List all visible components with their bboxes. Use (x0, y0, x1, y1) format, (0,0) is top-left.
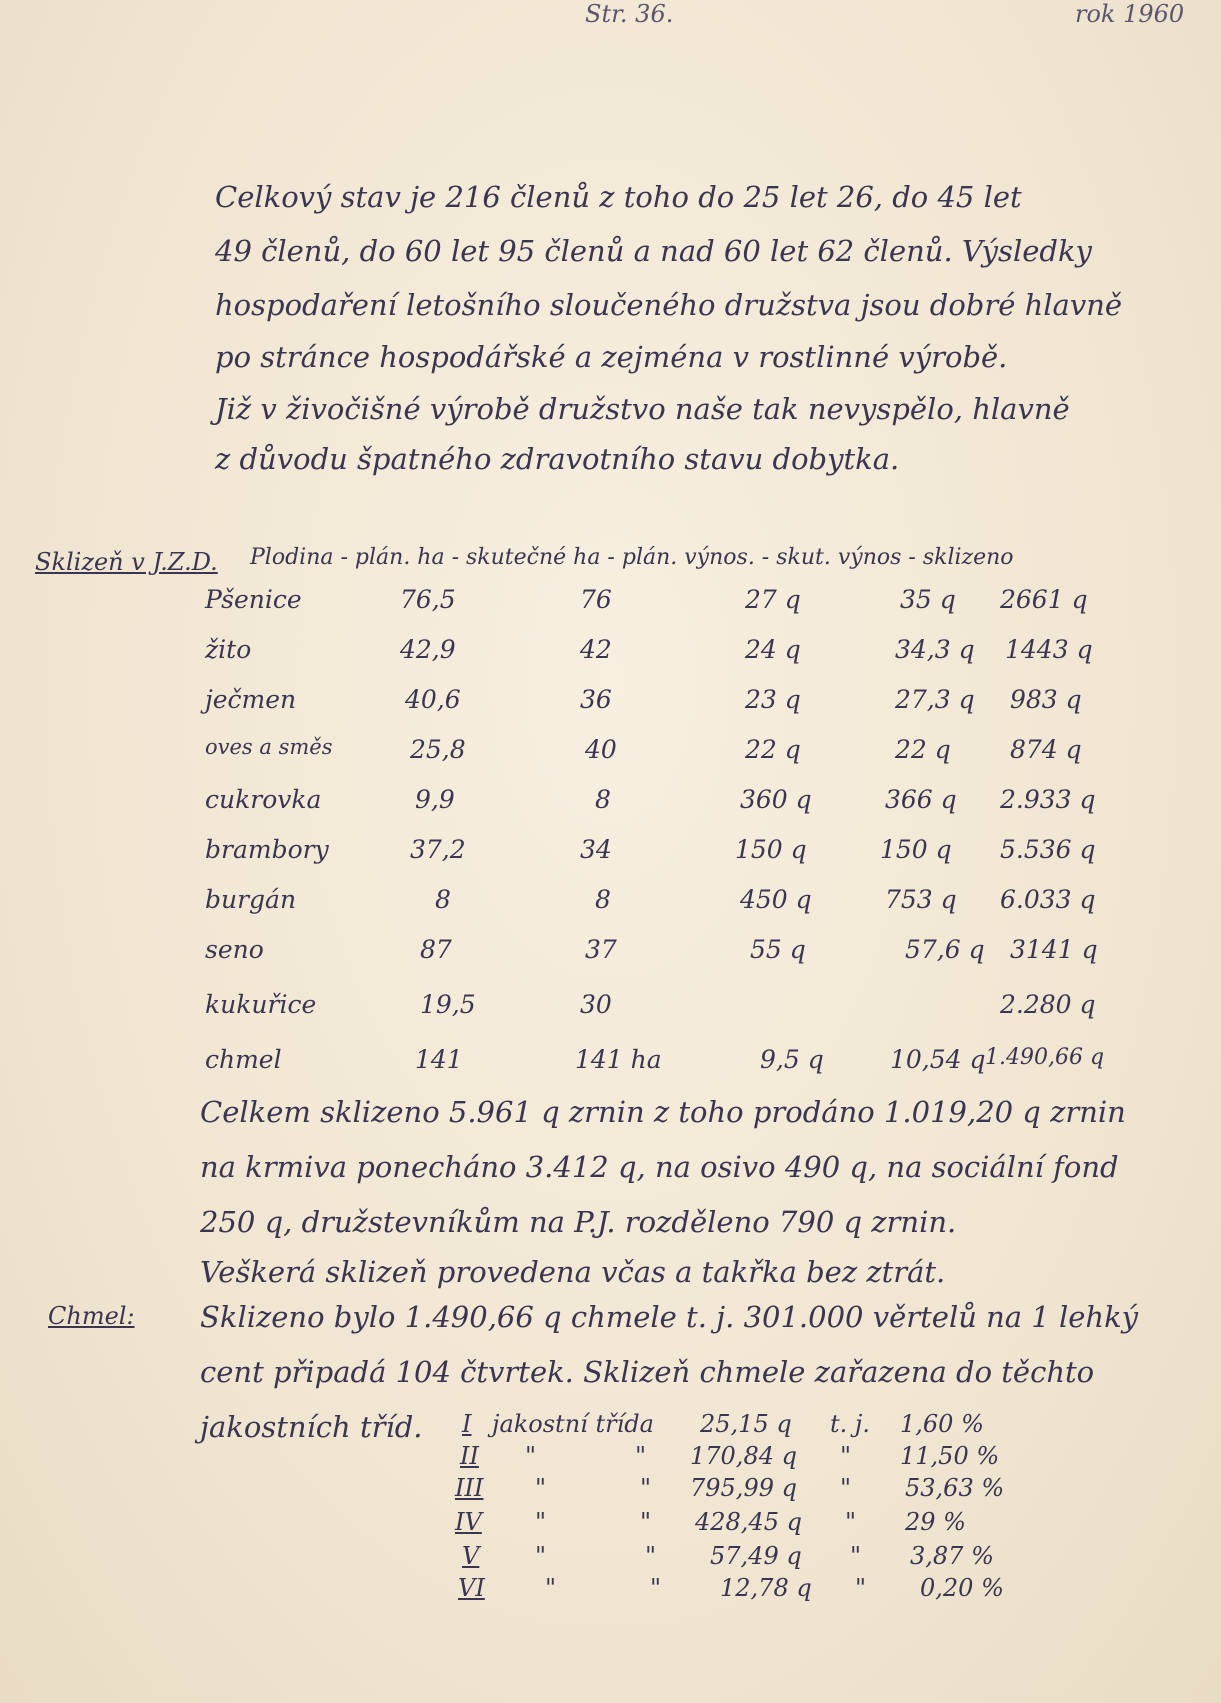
plan-yield-cell: 9,5 q (760, 1045, 824, 1074)
plan-yield-cell: 24 q (745, 635, 801, 664)
quality-weight: 12,78 q (720, 1574, 812, 1602)
ditto-mark: " (650, 1574, 662, 1602)
actual-yield-cell: 22 q (895, 735, 951, 764)
table-row (0, 785, 1221, 835)
actual-ha-cell: 141 ha (575, 1045, 662, 1074)
quality-te: t. j. (830, 1410, 870, 1438)
ditto-mark: " (850, 1542, 862, 1570)
table-row (0, 990, 1221, 1040)
quality-weight: 170,84 q (690, 1442, 797, 1470)
quality-class: V (462, 1542, 480, 1570)
quality-weight: 795,99 q (690, 1474, 797, 1502)
table-row (0, 1045, 1221, 1095)
summary-line: Celkem sklizeno 5.961 q zrnin z toho prodáno 1.019,20 q zrnin (200, 1095, 1126, 1129)
quality-percent: 1,60 % (900, 1410, 984, 1438)
actual-yield-cell: 35 q (900, 585, 956, 614)
actual-yield-cell: 753 q (885, 885, 957, 914)
summary-line: na krmiva ponecháno 3.412 q, na osivo 490 q, na sociální fond (200, 1150, 1119, 1184)
plan-ha-cell: 8 (435, 885, 451, 914)
ditto-mark: " (840, 1474, 852, 1502)
plan-yield-cell: 23 q (745, 685, 801, 714)
actual-ha-cell: 30 (580, 990, 612, 1019)
plan-yield-cell: 27 q (745, 585, 801, 614)
harvest-label: Sklizeň v J.Z.D. (35, 548, 218, 576)
crop-cell: žito (205, 635, 252, 664)
actual-yield-cell: 34,3 q (895, 635, 975, 664)
plan-yield-cell: 55 q (750, 935, 806, 964)
crop-cell: ječmen (205, 685, 297, 714)
crop-cell: seno (205, 935, 264, 964)
crop-cell: burgán (205, 885, 297, 914)
intro-line: hospodaření letošního sloučeného družstva jsou dobré hlavně (215, 288, 1123, 322)
ditto-mark: " (640, 1508, 652, 1536)
harvested-cell: 1.490,66 q (985, 1045, 1105, 1070)
quality-class: II (460, 1442, 479, 1470)
ditto-mark: " (545, 1574, 557, 1602)
quality-weight: 57,49 q (710, 1542, 802, 1570)
quality-percent: 0,20 % (920, 1574, 1004, 1602)
quality-percent: 29 % (905, 1508, 966, 1536)
hops-label: Chmel: (48, 1302, 135, 1330)
actual-ha-cell: 8 (595, 785, 611, 814)
quality-class: IV (455, 1508, 482, 1536)
harvested-cell: 2.280 q (1000, 990, 1096, 1019)
ditto-mark: " (840, 1442, 852, 1470)
ditto-mark: " (535, 1508, 547, 1536)
plan-ha-cell: 141 (415, 1045, 463, 1074)
harvested-cell: 2.933 q (1000, 785, 1096, 814)
plan-ha-cell: 42,9 (400, 635, 456, 664)
actual-yield-cell: 27,3 q (895, 685, 975, 714)
harvested-cell: 874 q (1010, 735, 1082, 764)
actual-yield-cell: 10,54 q (890, 1045, 986, 1074)
quality-percent: 3,87 % (910, 1542, 994, 1570)
crop-cell: oves a směs (205, 735, 333, 759)
plan-yield-cell: 360 q (740, 785, 812, 814)
crop-cell: Pšenice (205, 585, 302, 614)
table-row (0, 935, 1221, 985)
ditto-mark: " (645, 1542, 657, 1570)
plan-yield-cell: 22 q (745, 735, 801, 764)
table-row (0, 635, 1221, 685)
table-row (0, 885, 1221, 935)
intro-line: Celkový stav je 216 členů z toho do 25 let 26, do 45 let (215, 180, 1022, 214)
plan-ha-cell: 37,2 (410, 835, 466, 864)
quality-weight: 428,45 q (695, 1508, 802, 1536)
actual-ha-cell: 76 (580, 585, 612, 614)
crop-cell: chmel (205, 1045, 282, 1074)
quality-class: III (455, 1474, 484, 1502)
ditto-mark: " (535, 1542, 547, 1570)
plan-yield-cell: 150 q (735, 835, 807, 864)
harvested-cell: 983 q (1010, 685, 1082, 714)
ditto-mark: " (845, 1508, 857, 1536)
actual-ha-cell: 42 (580, 635, 612, 664)
crop-cell: kukuřice (205, 990, 317, 1019)
actual-yield-cell: 366 q (885, 785, 957, 814)
ditto-mark: " (525, 1442, 537, 1470)
harvested-cell: 6.033 q (1000, 885, 1096, 914)
harvested-cell: 1443 q (1005, 635, 1093, 664)
intro-line: 49 členů, do 60 let 95 členů a nad 60 let 62 členů. Výsledky (215, 234, 1092, 268)
quality-percent: 11,50 % (900, 1442, 1000, 1470)
table-row (0, 835, 1221, 885)
plan-ha-cell: 87 (420, 935, 452, 964)
plan-ha-cell: 40,6 (405, 685, 461, 714)
actual-ha-cell: 37 (585, 935, 617, 964)
quality-class: VI (458, 1574, 485, 1602)
summary-line: 250 q, družstevníkům na P.J. rozděleno 790 q zrnin. (200, 1205, 957, 1239)
plan-ha-cell: 9,9 (415, 785, 455, 814)
actual-yield-cell: 150 q (880, 835, 952, 864)
ditto-mark: " (635, 1442, 647, 1470)
quality-percent: 53,63 % (905, 1474, 1005, 1502)
crop-cell: cukrovka (205, 785, 322, 814)
intro-line: z důvodu špatného zdravotního stavu dobytka. (215, 442, 900, 476)
hops-line: jakostních tříd. (200, 1410, 423, 1444)
hops-line: cent připadá 104 čtvrtek. Sklizeň chmele zařazena do těchto (200, 1355, 1095, 1389)
intro-line: po stránce hospodářské a zejména v rostlinné výrobě. (215, 340, 1008, 374)
quality-weight: 25,15 q (700, 1410, 792, 1438)
table-row (0, 685, 1221, 735)
ditto-mark: " (640, 1474, 652, 1502)
year-label: rok 1960 (1075, 0, 1185, 28)
plan-yield-cell: 450 q (740, 885, 812, 914)
actual-ha-cell: 36 (580, 685, 612, 714)
hops-line: Sklizeno bylo 1.490,66 q chmele t. j. 301.000 věrtelů na 1 lehký (200, 1300, 1139, 1334)
quality-class: I (462, 1410, 472, 1438)
plan-ha-cell: 76,5 (400, 585, 456, 614)
actual-ha-cell: 40 (585, 735, 617, 764)
plan-ha-cell: 19,5 (420, 990, 476, 1019)
quality-class-word: jakostní třída (492, 1410, 654, 1438)
actual-yield-cell: 57,6 q (905, 935, 985, 964)
ditto-mark: " (855, 1574, 867, 1602)
table-row (0, 735, 1221, 785)
crop-cell: brambory (205, 835, 329, 864)
intro-line: Již v živočišné výrobě družstvo naše tak nevyspělo, hlavně (215, 392, 1070, 426)
table-row (0, 585, 1221, 635)
harvest-table-header: Plodina - plán. ha - skutečné ha - plán. výnos. - skut. výnos - sklizeno (250, 545, 1014, 570)
summary-line: Veškerá sklizeň provedena včas a takřka bez ztrát. (200, 1255, 946, 1289)
harvested-cell: 3141 q (1010, 935, 1098, 964)
plan-ha-cell: 25,8 (410, 735, 466, 764)
actual-ha-cell: 34 (580, 835, 612, 864)
harvested-cell: 5.536 q (1000, 835, 1096, 864)
harvested-cell: 2661 q (1000, 585, 1088, 614)
ditto-mark: " (535, 1474, 547, 1502)
actual-ha-cell: 8 (595, 885, 611, 914)
page-reference: Str. 36. (585, 0, 674, 28)
